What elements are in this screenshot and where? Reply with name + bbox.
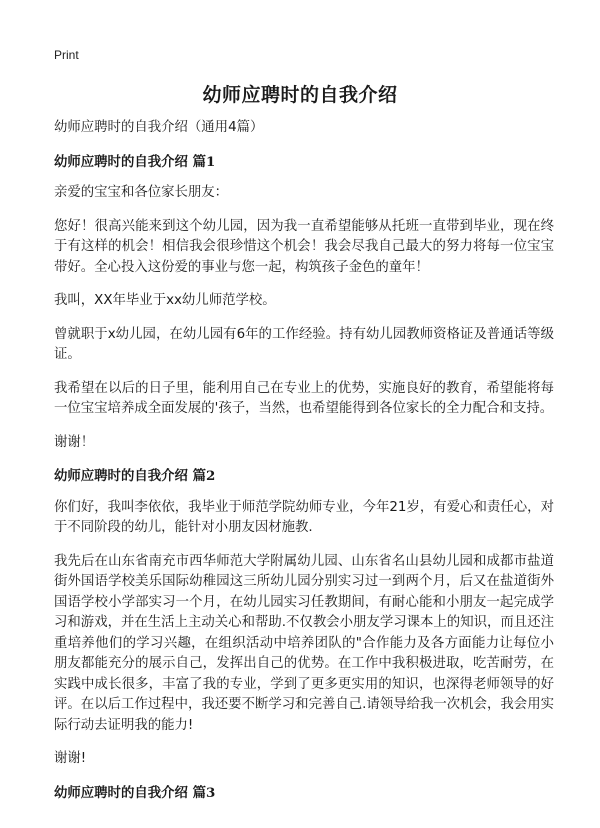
section-heading: 幼师应聘时的自我介绍 篇2 (54, 468, 216, 484)
closing-paragraph: 谢谢! (54, 751, 87, 766)
greeting-paragraph: 亲爱的宝宝和各位家长朋友： (54, 185, 229, 200)
print-link[interactable]: Print (54, 48, 79, 62)
section-2 (54, 466, 554, 770)
body-paragraph: 我希望在以后的日子里，能利用自己在专业上的优势，实施良好的教育，希望能将每一位宝宝培养成全面发展的'孩子，当然，也希望能得到各位家长的全力配合和支持。 (54, 380, 554, 416)
section-3 (54, 783, 554, 804)
body-paragraph: 我先后在山东省南充市西华师范大学附属幼儿园、山东省名山县幼儿园和成都市盐道街外国语学校美乐国际幼稚园这三所幼儿园分别实习过一到两个月，后又在盐道街外国语学校小学部实习一个月，在幼儿园实习任教期间，有耐心能和小朋友一起完成学习和游戏，并在生活上主动关心和帮助.不仅教会小朋友学习课本上的知识，而且还注重培养他们的学习兴趣，在组织活动中培养团队的"合作能力及各方面能力让每位小朋友都能充分的展示自己，发挥出自己的优势。在工作中我积极进取，吃苦耐劳，在实践中成长很多，丰富了我的专业，学到了更多更实用的知识，也深得老师领导的好评。在以后工作过程中，我还要不断学习和完善自己.请领导给我一次机会，我会用实际行动去证明我的能力! (54, 553, 554, 733)
section-heading: 幼师应聘时的自我介绍 篇3 (54, 784, 216, 801)
body-paragraph: 我叫，XX年毕业于xx幼儿师范学校。 (54, 293, 276, 308)
section-1 (54, 152, 554, 454)
body-paragraph: 您好！很高兴能来到这个幼儿园，因为我一直希望能够从托班一直带到毕业，现在终于有这样的机会！相信我会很珍惜这个机会！我会尽我自己最大的努力将每一位宝宝带好。全心投入这份爱的事业与您一起，构筑孩子金色的童年！ (54, 218, 554, 275)
document-subtitle: 幼师应聘时的自我介绍（通用4篇） (54, 120, 264, 135)
section-heading: 幼师应聘时的自我介绍 篇1 (54, 153, 216, 170)
body-paragraph: 你们好，我叫李依依，我毕业于师范学院幼师专业，今年21岁，有爱心和责任心，对于不同阶段的幼儿，能针对小朋友因材施教. (54, 499, 554, 535)
closing-paragraph: 谢谢！ (54, 434, 95, 450)
document-body (54, 118, 554, 814)
body-paragraph: 曾就职于x幼儿园，在幼儿园有6年的工作经验。持有幼儿园教师资格证及普通话等级证。 (54, 326, 554, 362)
document-title: 幼师应聘时的自我介绍 (202, 84, 398, 106)
